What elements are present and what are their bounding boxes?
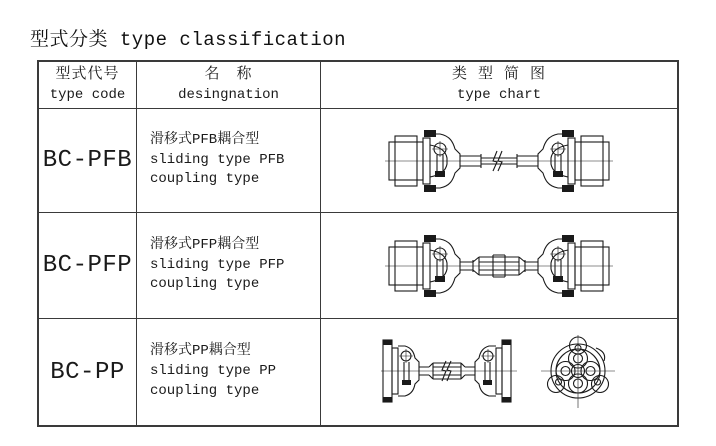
chart-bc-pfp: [321, 213, 677, 319]
header-type-chart: [321, 62, 677, 109]
header-type-code: [39, 62, 137, 109]
pp-coupling-drawing: [381, 335, 617, 409]
pfb-coupling-drawing: [383, 127, 615, 195]
designation-bc-pp-zh: 滑移式PP耦合型: [150, 343, 251, 360]
header-designation: [137, 62, 321, 109]
type-code-bc-pfb: BC-PFB: [39, 109, 137, 213]
designation-bc-pfp: [137, 213, 321, 319]
pp-coupling-end-view: [541, 335, 615, 408]
header-designation-en: desingnation: [178, 86, 279, 103]
designation-bc-pfb-zh: 滑移式PFB耦合型: [150, 131, 260, 148]
designation-bc-pp-en2: coupling type: [150, 382, 260, 399]
header-type-code-zh: 型式代号: [55, 66, 120, 84]
type-code-bc-pfp: BC-PFP: [39, 213, 137, 319]
header-designation-zh: 名 称: [204, 66, 253, 84]
pfp-coupling-drawing: [383, 232, 615, 300]
chart-bc-pfb: [321, 109, 677, 213]
header-type-chart-zh: 类 型 简 图: [451, 66, 546, 84]
designation-bc-pfb-en1: sliding type PFB: [150, 151, 285, 168]
designation-bc-pp-en1: sliding type PP: [150, 363, 277, 380]
header-type-code-en: type code: [49, 86, 126, 103]
designation-bc-pfp-en2: coupling type: [150, 276, 260, 293]
designation-bc-pfb-en2: coupling type: [150, 171, 260, 188]
type-code-bc-pp: BC-PP: [39, 319, 137, 425]
designation-bc-pfp-zh: 滑移式PFP耦合型: [150, 236, 260, 253]
designation-bc-pfb: [137, 109, 321, 213]
header-type-chart-en: type chart: [456, 86, 541, 103]
page-title: 型式分类 type classification: [30, 29, 347, 51]
type-classification-table: [37, 60, 679, 427]
designation-bc-pp: [137, 319, 321, 425]
chart-bc-pp: [321, 319, 677, 425]
designation-bc-pfp-en1: sliding type PFP: [150, 256, 285, 273]
